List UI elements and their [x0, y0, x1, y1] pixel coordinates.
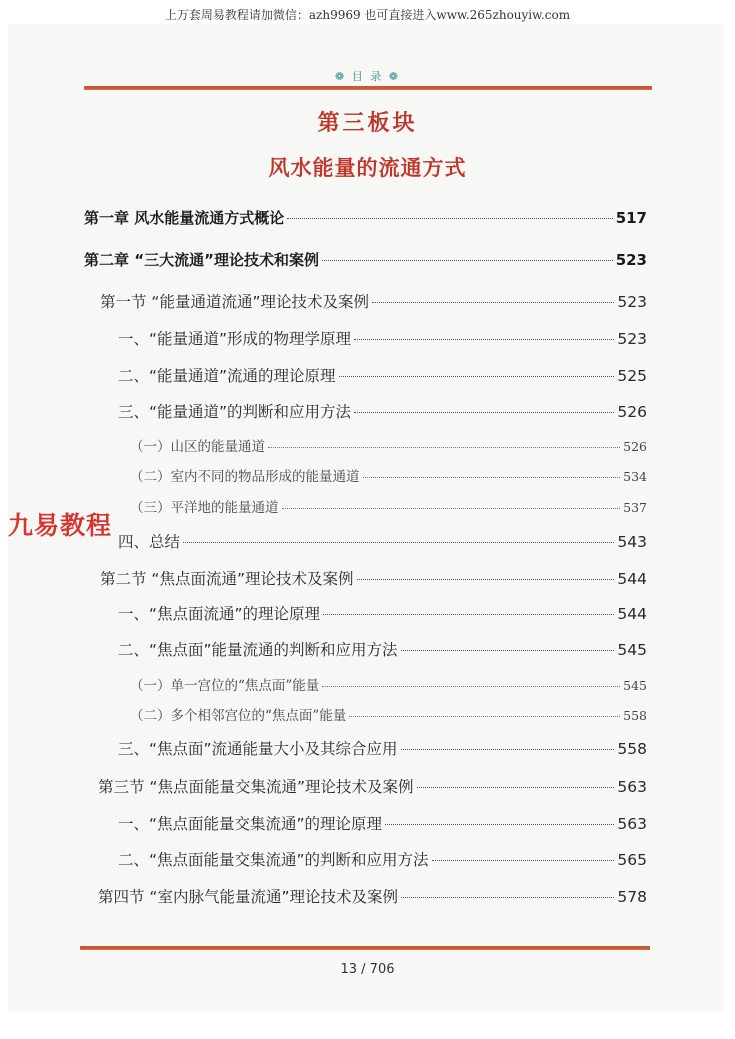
toc-entry-item[interactable] — [118, 327, 647, 349]
toc-entry-title: 第三节 “焦点面能量交集流通”理论技术及案例 — [98, 778, 414, 796]
toc-entry-item[interactable] — [118, 848, 647, 870]
toc-page-number: 544 — [617, 605, 647, 623]
toc-page-number: 543 — [617, 533, 647, 551]
toc-page-number: 534 — [623, 469, 647, 484]
toc-entry-title: 第四节 “室内脉气能量流通”理论技术及案例 — [98, 888, 398, 906]
toc-page-number: 558 — [617, 740, 647, 758]
toc-page-number: 565 — [617, 851, 647, 869]
toc-entry-title: 一、“焦点面能量交集流通”的理论原理 — [118, 815, 383, 833]
toc-entry-title: 三、“焦点面”流通能量大小及其综合应用 — [118, 740, 398, 758]
header-divider — [84, 86, 652, 90]
toc-leader-dots — [282, 508, 621, 509]
toc-entry-title: 一、“能量通道”形成的物理学原理 — [118, 330, 352, 348]
toc-leader-dots — [363, 477, 621, 478]
toc-entry-title: 三、“能量通道”的判断和应用方法 — [118, 403, 352, 421]
toc-leader-dots — [354, 412, 614, 413]
toc-entry-item[interactable] — [118, 638, 647, 660]
toc-page-number: 525 — [617, 367, 647, 385]
toc-entry-chapter-1[interactable] — [84, 207, 647, 228]
toc-leader-dots — [357, 579, 615, 580]
toc-entry-title: （二）室内不同的物品形成的能量通道 — [130, 469, 360, 485]
toc-entry-subitem[interactable] — [130, 704, 647, 724]
toc-entry-section-2[interactable] — [100, 567, 647, 589]
footer-divider — [80, 946, 650, 950]
toc-leader-dots — [322, 260, 613, 261]
toc-entry-title: 二、“能量通道”流通的理论原理 — [118, 367, 336, 385]
toc-entry-item[interactable] — [118, 530, 647, 552]
toc-leader-dots — [432, 860, 615, 861]
section-subtitle: 风水能量的流通方式 — [268, 155, 467, 180]
toc-leader-dots — [401, 897, 614, 898]
toc-entry-title: 四、总结 — [118, 533, 181, 551]
toc-page-number: 523 — [617, 293, 647, 311]
toc-page-number: 526 — [617, 403, 647, 421]
toc-entry-title: （一）单一宫位的“焦点面”能量 — [130, 678, 320, 694]
section-title: 第三板块 — [317, 110, 418, 136]
toc-entry-chapter-2[interactable] — [84, 249, 647, 270]
toc-leader-dots — [401, 650, 615, 651]
toc-page-number: 578 — [617, 888, 647, 906]
toc-leader-dots — [322, 686, 620, 687]
toc-entry-title: （三）平洋地的能量通道 — [130, 500, 279, 516]
toc-leader-dots — [385, 824, 614, 825]
toc-entry-subitem[interactable] — [130, 465, 647, 485]
toc-header-label: ❁ 目 录 ❁ — [335, 70, 400, 83]
toc-page-number: 544 — [617, 570, 647, 588]
toc-page-number: 523 — [617, 330, 647, 348]
page-indicator: 13 / 706 — [340, 962, 395, 977]
toc-entry-title: （二）多个相邻宫位的“焦点面”能量 — [130, 708, 347, 724]
toc-page-number: 545 — [617, 641, 647, 659]
toc-entry-item[interactable] — [118, 602, 647, 624]
toc-entry-title: 第二节 “焦点面流通”理论技术及案例 — [100, 570, 354, 588]
toc-leader-dots — [323, 614, 614, 615]
toc-leader-dots — [401, 749, 615, 750]
toc-entry-item[interactable] — [118, 400, 647, 422]
toc-entry-section-3[interactable] — [98, 775, 647, 797]
toc-entry-section-4[interactable] — [98, 885, 647, 907]
toc-leader-dots — [354, 339, 614, 340]
toc-page-number: 526 — [623, 439, 647, 454]
toc-entry-title: 第一章 风水能量流通方式概论 — [84, 209, 285, 227]
toc-entry-subitem[interactable] — [130, 674, 647, 694]
toc-entry-subitem[interactable] — [130, 496, 647, 516]
toc-page-number: 563 — [617, 778, 647, 796]
toc-leader-dots — [339, 376, 615, 377]
toc-entry-title: 第二章 “三大流通”理论技术和案例 — [84, 251, 319, 269]
toc-entry-title: 二、“焦点面”能量流通的判断和应用方法 — [118, 641, 398, 659]
toc-page-number: 563 — [617, 815, 647, 833]
watermark-banner: 上万套周易教程请加微信：azh9969 也可直接进入www.265zhouyiw.com — [164, 8, 571, 22]
toc-page-number: 517 — [615, 209, 647, 227]
toc-entry-item[interactable] — [118, 812, 647, 834]
toc-page-number: 545 — [623, 678, 647, 693]
toc-entry-title: （一）山区的能量通道 — [130, 439, 265, 455]
toc-leader-dots — [268, 447, 620, 448]
toc-page-number: 523 — [615, 251, 647, 269]
toc-page-number: 558 — [623, 708, 647, 723]
toc-entry-item[interactable] — [118, 364, 647, 386]
toc-leader-dots — [287, 218, 612, 219]
toc-entry-item[interactable] — [118, 737, 647, 759]
watermark-logo: 九易教程 — [8, 511, 113, 540]
toc-leader-dots — [372, 302, 614, 303]
toc-entry-title: 第一节 “能量通道流通”理论技术及案例 — [100, 293, 369, 311]
toc-leader-dots — [183, 542, 614, 543]
toc-entry-section-1[interactable] — [100, 290, 647, 312]
toc-entry-title: 一、“焦点面流通”的理论原理 — [118, 605, 321, 623]
toc-leader-dots — [349, 716, 620, 717]
toc-leader-dots — [417, 787, 615, 788]
toc-entry-title: 二、“焦点面能量交集流通”的判断和应用方法 — [118, 851, 429, 869]
toc-entry-subitem[interactable] — [130, 435, 647, 455]
toc-page-number: 537 — [623, 500, 647, 515]
